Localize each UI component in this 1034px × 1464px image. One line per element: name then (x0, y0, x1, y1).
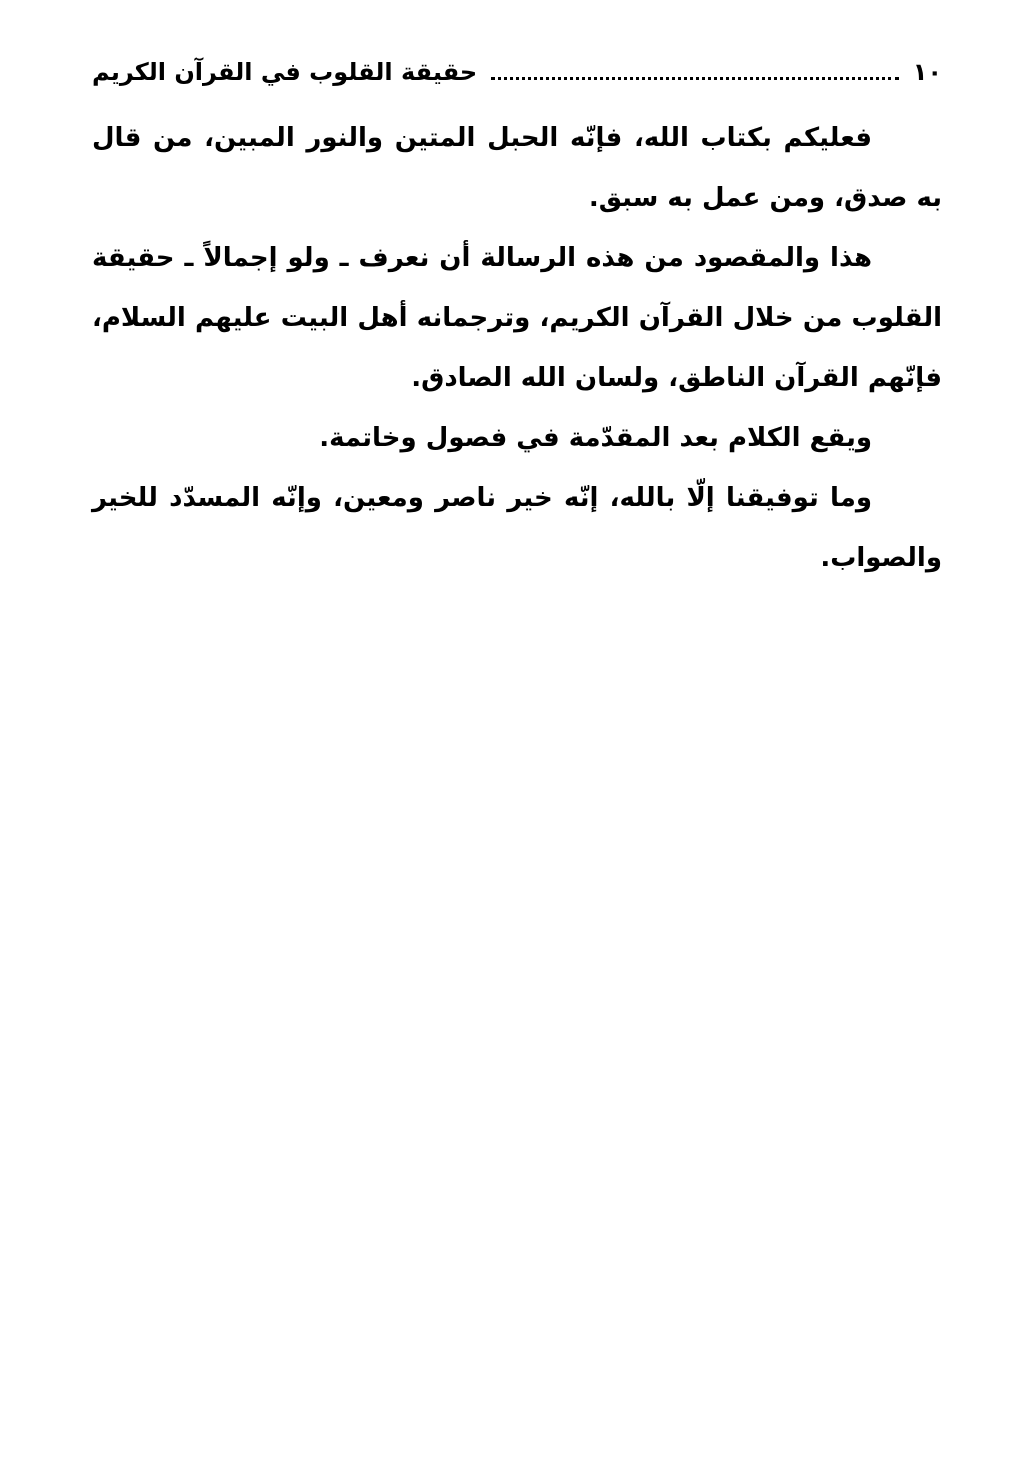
paragraph: هذا والمقصود من هذه الرسالة أن نعرف ـ ولو إجمالاً ـ حقيقة القلوب من خلال القرآن الكريم، وترجمانه أهل البيت عليهم السلام، فإنّهم القرآن الناطق، ولسان الله الصادق. (92, 243, 942, 393)
paragraph: وما توفيقنا إلّا بالله، إنّه خير ناصر ومعين، وإنّه المسدّد للخير والصواب. (92, 483, 942, 573)
page-number: ١٠ (912, 58, 942, 86)
running-title: حقيقة القلوب في القرآن الكريم (92, 58, 478, 86)
paragraph: ويقع الكلام بعد المقدّمة في فصول وخاتمة. (319, 423, 872, 453)
page-header (92, 52, 942, 92)
body-text (92, 108, 942, 588)
leader-dots (491, 77, 899, 80)
paragraph: فعليكم بكتاب الله، فإنّه الحبل المتين والنور المبين، من قال به صدق، ومن عمل به سبق. (92, 123, 942, 213)
